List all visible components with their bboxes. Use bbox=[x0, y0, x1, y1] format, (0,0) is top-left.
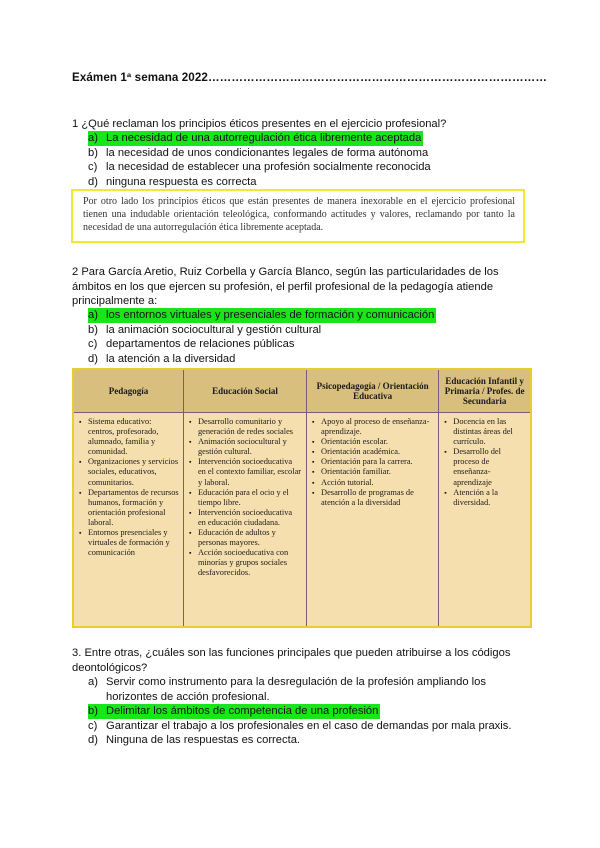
q2-option-a-text: los entornos virtuales y presenciales de formación y comunicación bbox=[106, 309, 435, 321]
list-item: ▪ Apoyo al proceso de enseñanza-aprendizaje. bbox=[321, 417, 434, 437]
q1-option-a bbox=[88, 131, 431, 146]
q3-option-c-letter: c) bbox=[88, 719, 98, 732]
q1-option-a-text: La necesidad de una autorregulación ética libremente aceptada bbox=[106, 132, 422, 144]
q2-option-c bbox=[88, 337, 436, 352]
q1-option-a-letter: a) bbox=[88, 132, 98, 144]
table-header-row bbox=[74, 370, 530, 413]
q3-option-a-letter: a) bbox=[88, 676, 98, 688]
list-item: ▪ Educación de adultos y personas mayores. bbox=[198, 528, 302, 548]
list-item: ▪ Orientación escolar. bbox=[321, 437, 434, 447]
q2-option-d-letter: d) bbox=[88, 352, 98, 365]
q2-option-a bbox=[88, 308, 436, 323]
question-3-options bbox=[88, 675, 528, 748]
list-item: ▪ Intervención socioeducativa en el contexto familiar, escolar y laboral. bbox=[198, 457, 302, 487]
q1-option-c bbox=[88, 160, 431, 175]
list-item: ▪ Intervención socioeducativa en educación ciudadana. bbox=[198, 508, 302, 528]
question-2-text: 2 Para García Aretio, Ruiz Corbella y García Blanco, según las particularidades de los ámbitos en los que ejercen su profesión, el perfil profesional de la pedagogía atiende principalmente a: bbox=[72, 266, 499, 308]
question-3-text: 3. Entre otras, ¿cuáles son las funciones principales que pueden atribuirse a los códigos deontológicos? bbox=[72, 647, 511, 674]
q1-option-c-letter: c) bbox=[88, 161, 98, 174]
q2-option-b-letter: b) bbox=[88, 323, 98, 336]
exam-title: Exámen 1ª semana 2022…………………………………………………………………………… bbox=[72, 71, 548, 84]
list-item: ▪ Organizaciones y servicios sociales, educativos, comunitarios. bbox=[88, 457, 179, 487]
list-item: ▪ Orientación académica. bbox=[321, 447, 434, 457]
list-item: ▪ Educación para el ocio y el tiempo libre. bbox=[198, 488, 302, 508]
q1-option-d-letter: d) bbox=[88, 175, 98, 188]
question-2-options bbox=[88, 308, 436, 366]
q2-option-b-text: la animación sociocultural y gestión cultural bbox=[106, 323, 322, 336]
q1-option-d-text: ninguna respuesta es correcta bbox=[106, 175, 257, 188]
list-item: ▪ Desarrollo del proceso de enseñanza-aprendizaje bbox=[453, 447, 526, 487]
q3-option-b-text: Delimitar los ámbitos de competencia de una profesión bbox=[106, 705, 379, 718]
list-item: ▪ Animación sociocultural y gestión cultural. bbox=[198, 437, 302, 457]
q3-option-d-text: Ninguna de las respuestas es correcta. bbox=[106, 734, 301, 747]
table-col-psicopedagogia bbox=[307, 413, 439, 627]
profiles-table bbox=[72, 368, 532, 628]
table-header-psicopedagogia: Psicopedagogía / Orientación Educativa bbox=[307, 370, 439, 413]
list-item: ▪ Orientación para la carrera. bbox=[321, 457, 434, 467]
list-item: ▪ Desarrollo comunitario y generación de redes sociales bbox=[198, 417, 302, 437]
q2-option-d-text: la atención a la diversidad bbox=[106, 352, 236, 365]
table-header-pedagogia: Pedagogía bbox=[74, 370, 183, 413]
table-row bbox=[74, 413, 530, 627]
question-1-text: 1 ¿Qué reclaman los principios éticos presentes en el ejercicio profesional? bbox=[72, 118, 447, 130]
q3-option-a-text: Servir como instrumento para la desregulación de la profesión ampliando los horizontes de acción profesional. bbox=[106, 676, 486, 703]
list-item: ▪ Acción socioeducativa con minorías y grupos sociales desfavorecidos. bbox=[198, 548, 302, 578]
q3-option-c-text: Garantizar el trabajo a los profesionales en el caso de demandas por mala praxis. bbox=[106, 719, 512, 732]
list-item: ▪ Departamentos de recursos humanos, formación y orientación profesional laboral. bbox=[88, 488, 179, 528]
question-1-options bbox=[88, 131, 431, 189]
q3-option-b-letter: b) bbox=[88, 705, 98, 718]
list-item: ▪ Docencia en las distintas áreas del currículo. bbox=[453, 417, 526, 447]
list-item: ▪ Entornos presenciales y virtuales de formación y comunicación bbox=[88, 528, 179, 558]
q3-option-b bbox=[88, 704, 528, 719]
q1-option-c-text: la necesidad de establecer una profesión socialmente reconocida bbox=[106, 161, 431, 174]
q1-option-b-text: la necesidad de unos condicionantes legales de forma autónoma bbox=[106, 146, 429, 159]
q1-option-b-letter: b) bbox=[88, 146, 98, 159]
q2-option-c-letter: c) bbox=[88, 338, 98, 351]
q3-option-d bbox=[88, 733, 528, 748]
q2-option-d bbox=[88, 352, 436, 367]
table-header-educacion-infantil: Educación Infantil y Primaria / Profes. de Secundaria bbox=[439, 370, 530, 413]
q2-option-b bbox=[88, 323, 436, 338]
list-item: ▪ Acción tutorial. bbox=[321, 478, 434, 488]
q2-option-a-letter: a) bbox=[88, 309, 98, 321]
q1-option-b bbox=[88, 146, 431, 161]
q1-option-d bbox=[88, 175, 431, 190]
list-item: ▪ Orientación familiar. bbox=[321, 467, 434, 477]
table-col-educacion-infantil bbox=[439, 413, 530, 627]
list-item: ▪ Sistema educativo: centros, profesorado, alumnado, familia y comunidad. bbox=[88, 417, 179, 457]
table-col-educacion-social bbox=[183, 413, 306, 627]
table-col-pedagogia bbox=[74, 413, 183, 627]
q1-quote-box: Por otro lado los principios éticos que están presentes de manera inexorable en el ejercicio profesional tienen una indudable orientación teleológica, conformando actitudes y valores, reclamando por tanto la necesidad de una autorregulación ética libremente aceptada. bbox=[71, 189, 525, 243]
q3-option-c bbox=[88, 719, 528, 734]
q3-option-d-letter: d) bbox=[88, 734, 98, 747]
table-header-educacion-social: Educación Social bbox=[183, 370, 306, 413]
q3-option-a bbox=[88, 675, 528, 704]
list-item: ▪ Atención a la diversidad. bbox=[453, 488, 526, 508]
q2-option-c-text: departamentos de relaciones públicas bbox=[106, 338, 295, 351]
list-item: ▪ Desarrollo de programas de atención a la diversidad bbox=[321, 488, 434, 508]
